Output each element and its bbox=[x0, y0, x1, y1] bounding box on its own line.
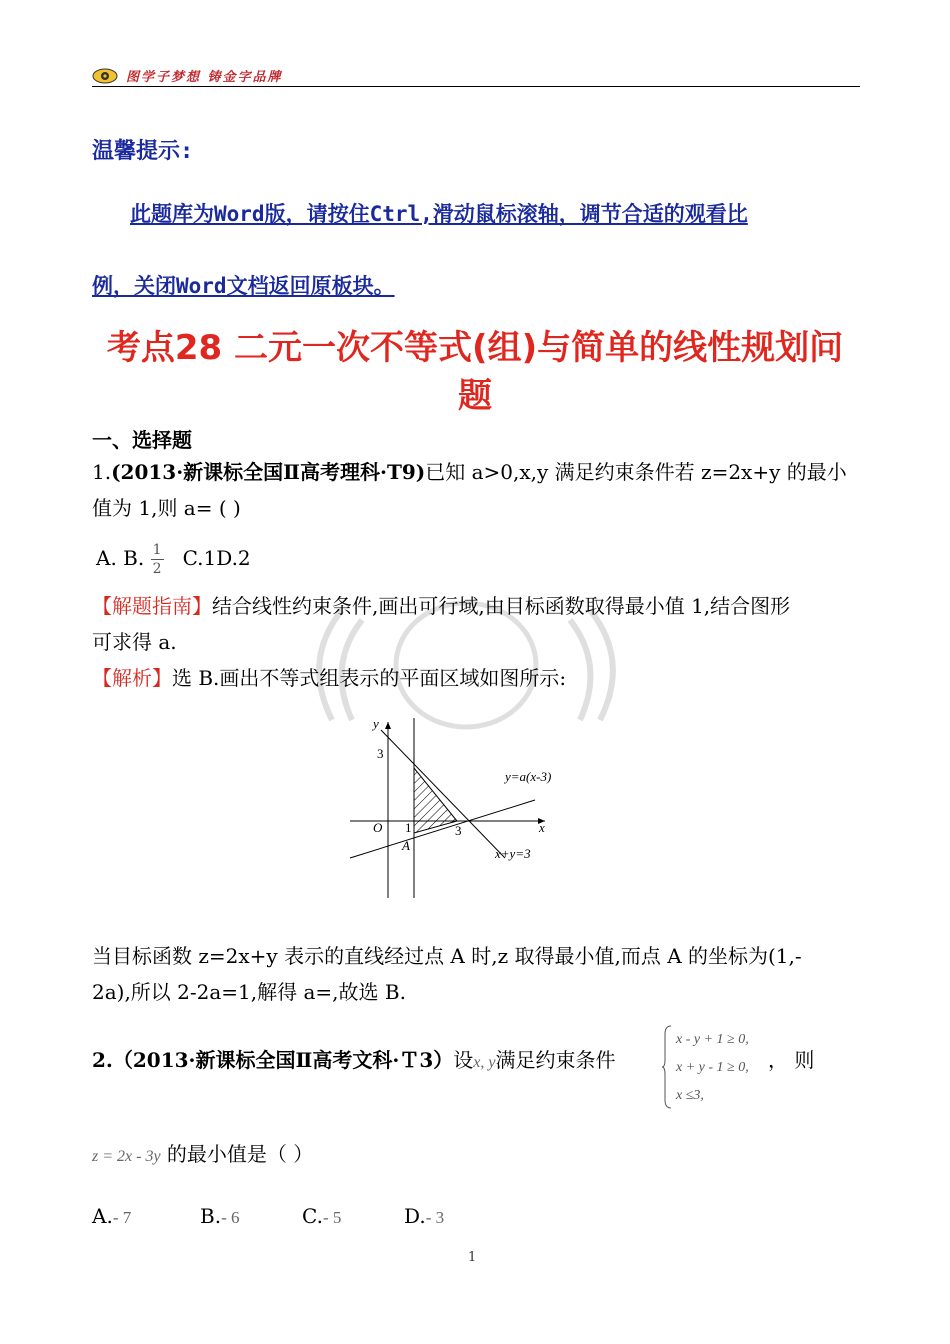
line-x-plus-y-eq-3 bbox=[381, 730, 505, 858]
point-a-label: A bbox=[402, 838, 410, 853]
q1-options-b: C.1D.2 bbox=[182, 546, 251, 570]
y-tick-3: 3 bbox=[377, 746, 384, 761]
constraint-3: x ≤3, bbox=[676, 1088, 704, 1103]
q2-objective-line bbox=[92, 1136, 313, 1175]
header-divider bbox=[92, 86, 860, 87]
y-axis-label: y bbox=[373, 716, 379, 731]
q1-hint-line2: 可求得 a. bbox=[92, 630, 177, 654]
q1-number: 1. bbox=[92, 460, 112, 484]
q2-stem bbox=[92, 1042, 615, 1081]
origin-label: O bbox=[373, 820, 383, 835]
q2-stem-b: 满足约束条件 bbox=[495, 1048, 616, 1072]
topic-title-line1: 考点28 二元一次不等式(组)与简单的线性规划问 bbox=[106, 328, 844, 368]
constraint-2: x + y - 1 ≥ 0, bbox=[676, 1060, 749, 1075]
q1-stem-line1 bbox=[92, 454, 847, 490]
q1-options bbox=[96, 540, 251, 578]
q2-option-b-label: B. bbox=[200, 1204, 222, 1228]
tip-title: 温馨提示: bbox=[92, 139, 194, 164]
x-tick-3: 3 bbox=[455, 823, 462, 838]
feasible-region bbox=[414, 768, 457, 833]
x-tick-1: 1 bbox=[405, 820, 412, 835]
feasible-region-figure bbox=[345, 708, 595, 902]
q2-option-b bbox=[200, 1198, 239, 1236]
q2-stem-c: ， 则 bbox=[768, 1048, 815, 1072]
q1-explanation-line2: 2a),所以 2-2a=1,解得 a=,故选 B. bbox=[92, 980, 406, 1004]
solution-text: 选 B.画出不等式组表示的平面区域如图所示: bbox=[172, 666, 567, 690]
line-label-y-eq-a: y=a(x-3) bbox=[505, 769, 552, 784]
q1-explanation-line1: 当目标函数 z=2x+y 表示的直线经过点 A 时,z 取得最小值,而点 A 的坐标为(1,- bbox=[92, 944, 802, 968]
q2-stem-d: 的最小值是（ ） bbox=[166, 1142, 314, 1166]
q1-fraction-half bbox=[151, 541, 164, 578]
q1-stem-a: 已知 a>0,x,y 满足约束条件若 z=2x+y 的最小 bbox=[425, 460, 847, 484]
x-axis-label: x bbox=[539, 820, 545, 835]
hint-label: 【解题指南】 bbox=[92, 594, 212, 618]
q1-hint-line1 bbox=[92, 588, 790, 624]
q2-option-d bbox=[404, 1198, 444, 1236]
q1-solution-line bbox=[92, 660, 566, 696]
section-heading: 一、选择题 bbox=[92, 428, 192, 452]
topic-title-line2: 题 bbox=[458, 376, 492, 416]
hint-text-a: 结合线性约束条件,画出可行域,由目标函数取得最小值 1,结合图形 bbox=[212, 594, 791, 618]
line-label-x-plus-y: x+y=3 bbox=[495, 846, 531, 861]
q2-source: （2013·新课标全国Ⅱ高考文科·Ｔ3） bbox=[112, 1048, 454, 1072]
q2-option-a-value: - 7 bbox=[112, 1208, 132, 1227]
q1-stem-line2: 值为 1,则 a= ( ) bbox=[92, 496, 241, 520]
q2-option-d-label: D. bbox=[404, 1204, 426, 1228]
page-number: 1 bbox=[468, 1250, 477, 1265]
q2-option-a-label: A. bbox=[92, 1204, 113, 1228]
q2-option-d-value: - 3 bbox=[425, 1208, 445, 1227]
brand-slogan: 图学子梦想 铸金字品牌 bbox=[126, 70, 283, 85]
q2-option-c-label: C. bbox=[302, 1204, 323, 1228]
q2-number: 2. bbox=[92, 1048, 113, 1072]
q1-options-a: A. B. bbox=[96, 546, 145, 570]
q2-vars: x, y bbox=[473, 1054, 496, 1071]
frac-denominator: 2 bbox=[152, 561, 162, 577]
q2-option-a bbox=[92, 1198, 131, 1236]
tip-link-line1[interactable]: 此题库为Word版，请按住Ctrl,滑动鼠标滚轴，调节合适的观看比 bbox=[130, 202, 748, 226]
q2-option-b-value: - 6 bbox=[221, 1208, 240, 1227]
brand-logo-icon bbox=[92, 67, 118, 85]
q1-source: (2013·新课标全国Ⅱ高考理科·T9) bbox=[111, 460, 426, 484]
constraint-system bbox=[662, 1024, 772, 1110]
q2-stem-a: 设 bbox=[453, 1048, 474, 1072]
constraint-1: x - y + 1 ≥ 0, bbox=[676, 1032, 749, 1047]
frac-numerator: 1 bbox=[152, 542, 162, 558]
q2-objective: z = 2x - 3y bbox=[92, 1148, 161, 1165]
q2-option-c bbox=[302, 1198, 341, 1236]
tip-link-line2[interactable]: 例，关闭Word文档返回原板块。 bbox=[92, 274, 395, 298]
q2-option-c-value: - 5 bbox=[322, 1208, 342, 1227]
y-axis-arrow-icon bbox=[385, 722, 391, 729]
solution-label: 【解析】 bbox=[92, 666, 172, 690]
